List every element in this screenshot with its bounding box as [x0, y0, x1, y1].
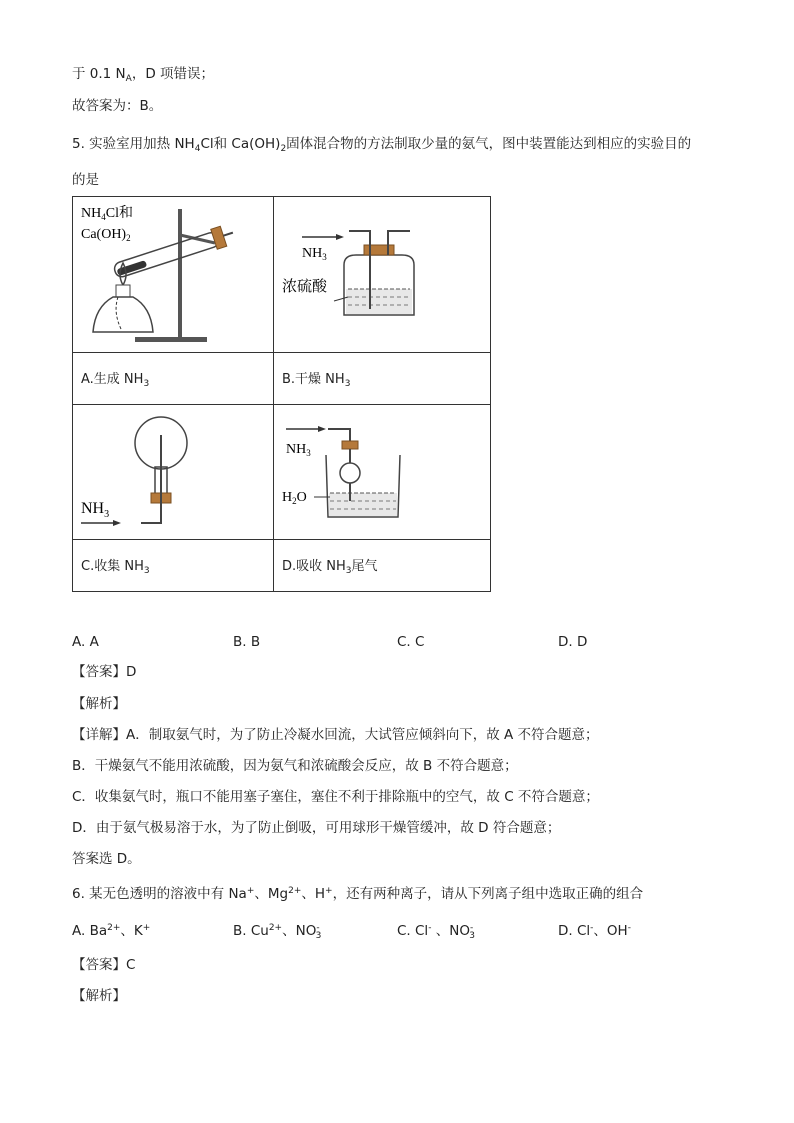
detail-5-d: D．由于氨气极易溶于水，为了防止倒吸，可用球形干燥管缓冲，故 D 符合题意；	[72, 820, 561, 836]
caption-b: B.干燥 $NH_3$	[274, 353, 491, 405]
text: 固体混合物的方法制取少量的氨气，图中装置能达到相应的实验目的	[286, 136, 692, 152]
gas-label: $NH_3$	[81, 500, 110, 520]
detail-5-answer: 答案选 D。	[72, 851, 141, 867]
text: ，D 项错误；	[131, 66, 215, 82]
figure-d-cell	[274, 405, 491, 540]
q6-option-a: A. $Ba^{2+}$、K+	[72, 923, 151, 939]
q6-option-b: B. $Cu^{2+}$、$NO^-_3$	[233, 923, 322, 941]
figure-b-cell	[274, 197, 491, 353]
answer-5: 【答案】D	[72, 664, 137, 680]
caption-c: C.收集 $NH_3$	[73, 540, 274, 592]
subscript: 2	[280, 144, 287, 154]
q5-option-d: D. D	[558, 634, 588, 650]
subscript: 4	[194, 144, 201, 154]
detail-5-a: 【详解】A．制取氨气时，为了防止冷凝水回流，大试管应倾斜向下，故 A 不符合题意；	[72, 727, 599, 743]
answer-6: 【答案】C	[72, 957, 136, 973]
q6-option-d: D. Cl-、OH-	[558, 923, 631, 939]
caption-d: D.吸收 $NH_3$尾气	[274, 540, 491, 592]
apparatus-b-diagram	[274, 197, 490, 352]
apparatus-c-diagram	[73, 405, 273, 539]
q5-option-c: C. C	[397, 634, 425, 650]
text-line-1	[72, 64, 214, 89]
detail-5-b: B．干燥氨气不能用浓硫酸，因为氨气和浓硫酸会反应，故 B 不符合题意；	[72, 758, 518, 774]
reagent-label-2: $Ca(OH)_2$	[81, 227, 131, 243]
analysis-5: 【解析】	[72, 696, 126, 712]
q6-option-c: C. Cl- 、$NO^-_3$	[397, 923, 475, 941]
question-6-stem: 6. 某无色透明的溶液中有 Na+、$Mg^{2+}$、H+，还有两种离子，请从下列离子组中选取正确的组合	[72, 886, 644, 902]
gas-label: $NH_3$	[286, 442, 311, 458]
q5-option-b: B. B	[233, 634, 261, 650]
text: 5. 实验室用加热 NH	[72, 136, 195, 152]
analysis-6: 【解析】	[72, 988, 126, 1004]
text-line-2: 故答案为：B。	[72, 98, 163, 114]
question-5-stem	[72, 134, 691, 159]
gas-label: $NH_3$	[302, 246, 327, 262]
text: Cl和 Ca(OH)	[200, 136, 281, 152]
q5-option-a: A. A	[72, 634, 99, 650]
apparatus-a-diagram	[73, 197, 273, 352]
conc-sulfuric-label: 浓硫酸	[282, 277, 328, 295]
text: 于 0.1 N	[72, 66, 126, 82]
apparatus-d-diagram	[274, 405, 490, 539]
detail-5-c: C．收集氨气时，瓶口不能用塞子塞住，塞住不利于排除瓶中的空气，故 C 不符合题意；	[72, 789, 599, 805]
caption-a: A.生成 $NH_3$	[73, 353, 274, 405]
apparatus-table	[72, 196, 491, 592]
figure-c-cell	[73, 405, 274, 540]
reagent-label-1: $NH_4Cl$和	[81, 206, 133, 222]
figure-a-cell	[73, 197, 274, 353]
question-5-stem-cont: 的是	[72, 172, 99, 188]
water-label: $H_2O$	[282, 490, 307, 506]
subscript: A	[125, 74, 132, 84]
